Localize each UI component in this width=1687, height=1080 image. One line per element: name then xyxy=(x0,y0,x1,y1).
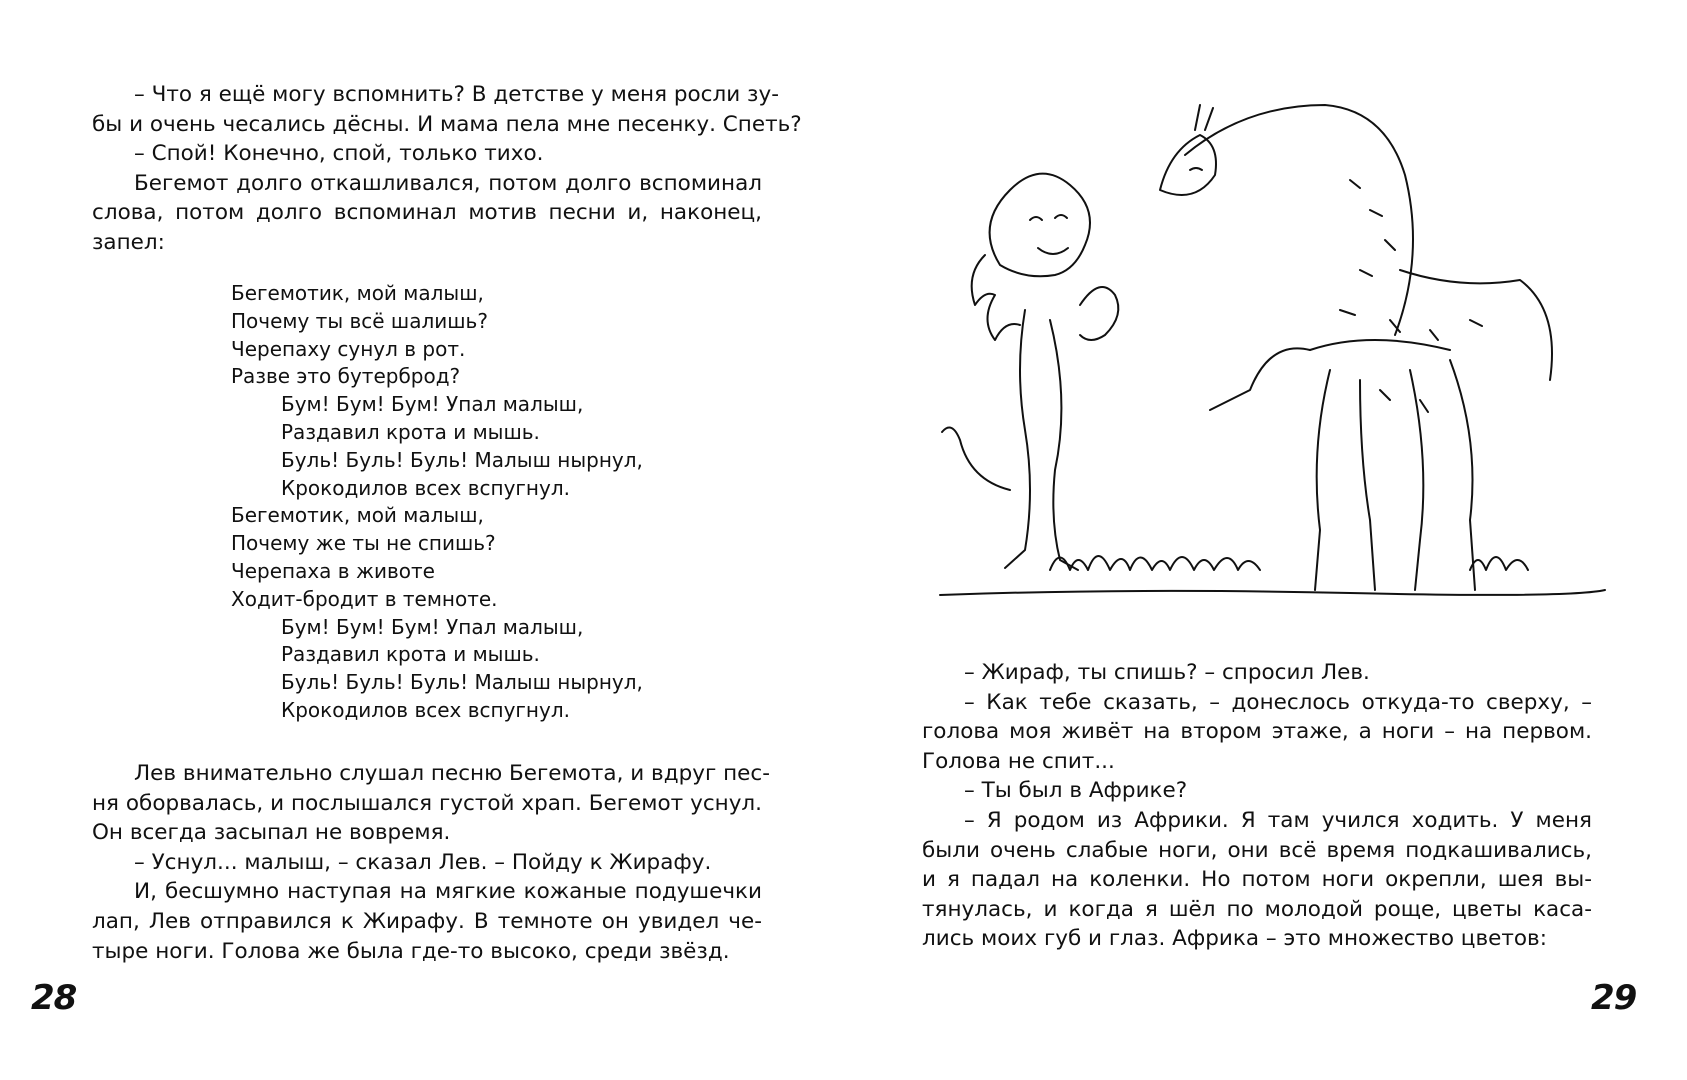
left-page xyxy=(0,0,840,1080)
text-line: Голова не спит... xyxy=(922,748,1115,774)
bushes xyxy=(1050,556,1260,570)
text-line: голова моя живёт на втором этаже, а ноги – на первом. xyxy=(922,719,1592,745)
poem-line: Черепаху сунул в рот. xyxy=(231,336,466,361)
lion-and-giraffe-illustration xyxy=(930,90,1610,630)
text-line: – Ты был в Африке? xyxy=(964,778,1188,804)
text-line: Он всегда засыпал не вовремя. xyxy=(92,820,451,846)
right-page xyxy=(840,0,1687,1080)
poem-line: Буль! Буль! Буль! Малыш нырнул, xyxy=(281,447,643,472)
text-line: Бегемот долго откашливался, потом долго вспоминал xyxy=(134,170,762,196)
poem-line: Разве это бутерброд? xyxy=(231,364,461,389)
page-number-left: 28 xyxy=(31,978,77,1018)
text-line: – Я родом из Африки. Я там учился ходить. У меня xyxy=(964,807,1592,833)
text-line: слова, потом долго вспоминал мотив песни и, наконец, xyxy=(92,200,762,226)
bushes-right xyxy=(1470,557,1528,570)
poem-line: Бум! Бум! Бум! Упал малыш, xyxy=(281,614,584,639)
poem-line: Бум! Бум! Бум! Упал малыш, xyxy=(281,392,584,417)
text-line: – Как тебе сказать, – донеслось откуда-то сверху, – xyxy=(964,689,1592,715)
text-line: лап, Лев отправился к Жирафу. В темноте он увидел че- xyxy=(92,908,762,934)
text-line: лись моих губ и глаз. Африка – это множество цветов: xyxy=(922,926,1547,952)
text-line: – Что я ещё могу вспомнить? В детстве у меня росли зу- xyxy=(134,82,779,107)
text-line: – Жираф, ты спишь? – спросил Лев. xyxy=(964,660,1370,685)
poem-line: Раздавил крота и мышь. xyxy=(281,419,540,444)
poem-line: Крокодилов всех вспугнул. xyxy=(281,697,570,722)
text-line: бы и очень чесались дёсны. И мама пела мне песенку. Спеть? xyxy=(92,111,802,137)
text-line: и я падал на коленки. Но потом ноги окрепли, шея вы- xyxy=(922,867,1592,893)
ground-line xyxy=(940,590,1605,595)
poem-line: Раздавил крота и мышь. xyxy=(281,642,540,667)
poem-line: Буль! Буль! Буль! Малыш нырнул, xyxy=(281,670,643,695)
lion-figure xyxy=(942,174,1118,570)
poem-line: Черепаха в животе xyxy=(231,558,435,583)
page-number-right: 29 xyxy=(1591,978,1637,1018)
left-text-top xyxy=(92,80,802,258)
giraffe-figure xyxy=(1160,105,1552,590)
text-line: тянулась, и когда я шёл по молодой роще, цветы каса- xyxy=(922,896,1592,922)
poem-line: Бегемотик, мой малыш, xyxy=(231,281,484,305)
poem-line: Ходит-бродит в темноте. xyxy=(231,586,498,611)
poem-line: Бегемотик, мой малыш, xyxy=(231,503,484,528)
text-line: ня оборвалась, и послышался густой храп. Бегемот уснул. xyxy=(92,790,762,816)
poem-line: Почему же ты не спишь? xyxy=(231,531,496,556)
text-line: – Уснул... малыш, – сказал Лев. – Пойду к Жирафу. xyxy=(134,849,712,875)
poem-line: Крокодилов всех вспугнул. xyxy=(281,475,570,500)
right-text xyxy=(922,658,1592,954)
text-line: – Спой! Конечно, спой, только тихо. xyxy=(134,141,544,167)
text-line: запел: xyxy=(92,229,165,255)
poem-line: Почему ты всё шалишь? xyxy=(231,308,488,333)
song-poem xyxy=(231,280,643,725)
text-line: были очень слабые ноги, они всё время подкашивались, xyxy=(922,837,1592,863)
text-line: Лев внимательно слушал песню Бегемота, и вдруг пес- xyxy=(134,761,770,786)
left-text-bottom xyxy=(92,759,770,966)
text-line: И, бесшумно наступая на мягкие кожаные подушечки xyxy=(134,879,762,905)
text-line: тыре ноги. Голова же была где-то высоко, среди звёзд. xyxy=(92,938,730,964)
